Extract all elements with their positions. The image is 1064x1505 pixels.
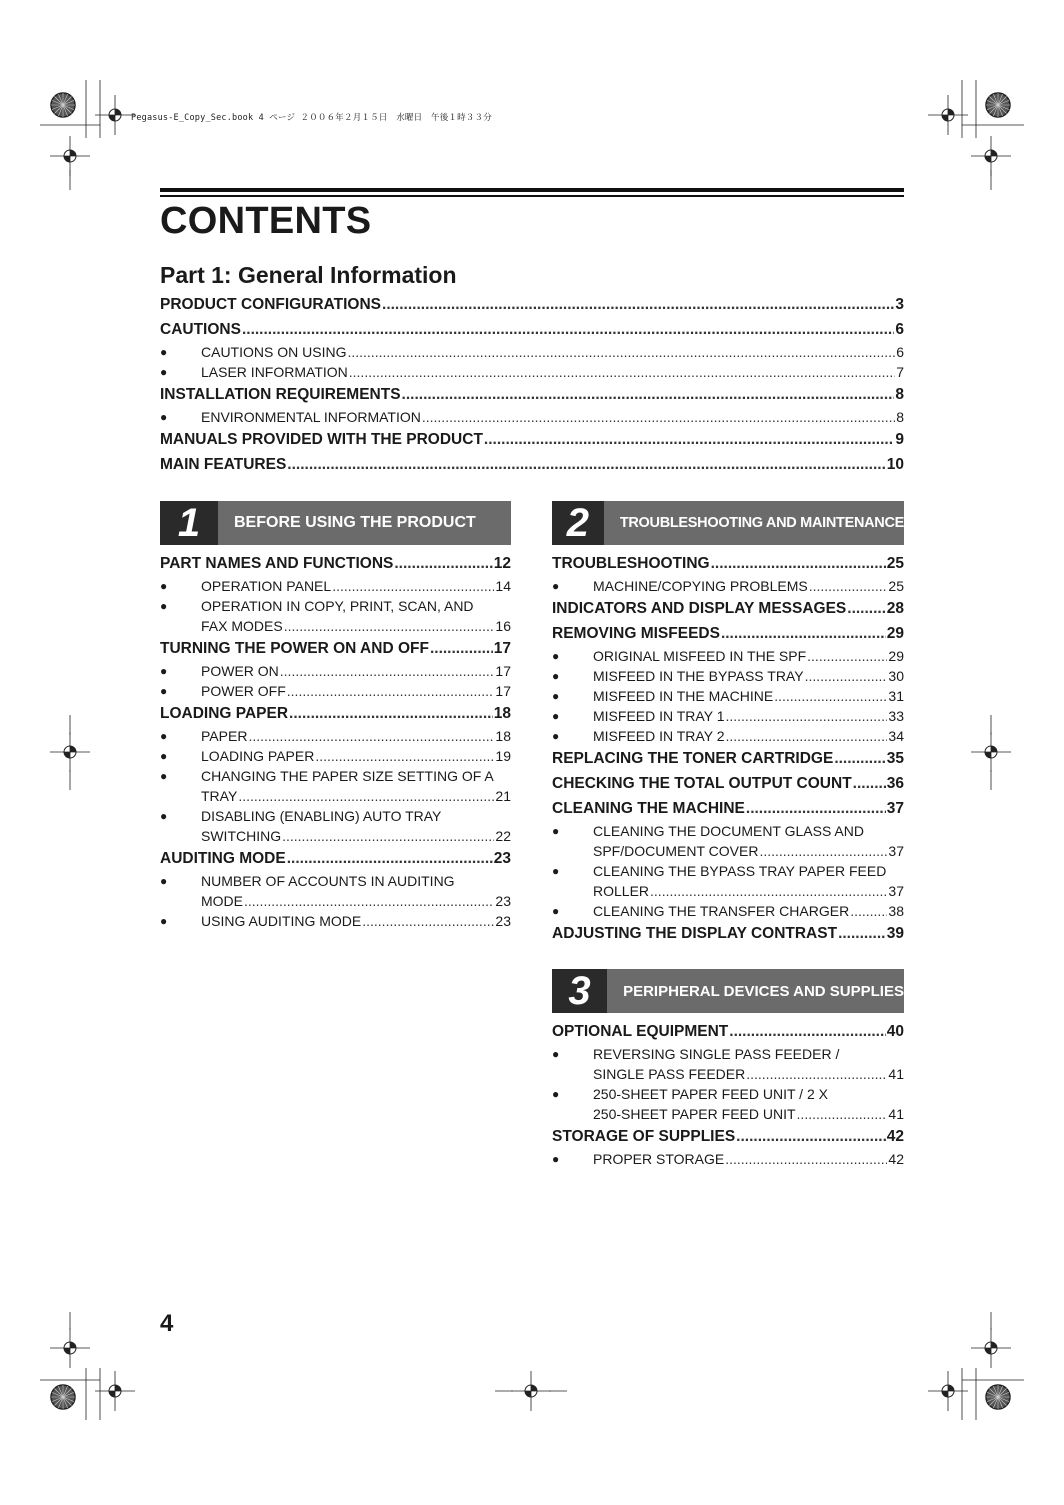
toc-entry[interactable]: LOADING PAPER ..... 18: [160, 701, 511, 726]
section-number: 3: [552, 969, 607, 1013]
bullet-icon: ●: [552, 1152, 560, 1166]
toc-subentry[interactable]: ● LASER INFORMATION ..... 7: [160, 362, 904, 382]
section-2-toc: [552, 551, 904, 946]
section-2-header: [552, 501, 904, 545]
bullet-icon: ●: [160, 749, 168, 763]
title-rule-thick: [160, 188, 904, 192]
bullet-icon: ●: [160, 410, 168, 424]
toc-entry[interactable]: AUDITING MODE ..... 23: [160, 846, 511, 871]
bullet-icon: ●: [552, 824, 560, 838]
bullet-icon: ●: [552, 689, 560, 703]
toc-entry[interactable]: TURNING THE POWER ON AND OFF ..... 17: [160, 636, 511, 661]
toc-subentry-continued[interactable]: SPF/DOCUMENT COVER ..... 37: [552, 841, 904, 861]
toc-entry[interactable]: REPLACING THE TONER CARTRIDGE ..... 35: [552, 746, 904, 771]
toc-subentry[interactable]: ● PROPER STORAGE ..... 42: [552, 1149, 904, 1169]
bullet-icon: ●: [160, 729, 168, 743]
bullet-icon: ●: [160, 769, 168, 783]
bullet-icon: ●: [160, 664, 168, 678]
toc-subentry[interactable]: ● CAUTIONS ON USING ..... 6: [160, 342, 904, 362]
bullet-icon: ●: [160, 809, 168, 823]
bullet-icon: ●: [160, 914, 168, 928]
section-title: TROUBLESHOOTING AND MAINTENANCE: [619, 515, 904, 531]
bullet-icon: ●: [552, 709, 560, 723]
bullet-icon: ●: [552, 649, 560, 663]
page-number: 4: [160, 1310, 174, 1337]
toc-subentry[interactable]: ● MISFEED IN TRAY 2 ..... 34: [552, 726, 904, 746]
toc-subentry[interactable]: ● MISFEED IN THE MACHINE ..... 31: [552, 686, 904, 706]
toc-subentry[interactable]: ● ORIGINAL MISFEED IN THE SPF ..... 29: [552, 646, 904, 666]
part1-toc: [160, 292, 904, 477]
section-number: 2: [552, 501, 604, 545]
bullet-icon: ●: [160, 599, 168, 613]
toc-subentry[interactable]: ● REVERSING SINGLE PASS FEEDER /: [552, 1046, 840, 1062]
toc-subentry[interactable]: ● CLEANING THE TRANSFER CHARGER ..... 38: [552, 901, 904, 921]
toc-subentry[interactable]: ● MACHINE/COPYING PROBLEMS ..... 25: [552, 576, 904, 596]
section-number: 1: [160, 501, 218, 545]
toc-subentry[interactable]: ● CLEANING THE DOCUMENT GLASS AND: [552, 823, 864, 839]
toc-subentry[interactable]: ● LOADING PAPER ..... 19: [160, 746, 511, 766]
title-rule-thin: [160, 195, 904, 197]
toc-subentry-continued[interactable]: ROLLER ..... 37: [552, 881, 904, 901]
toc-subentry[interactable]: ● ENVIRONMENTAL INFORMATION ..... 8: [160, 407, 904, 427]
print-slug: Pegasus-E_Copy_Sec.book 4 ページ ２００６年２月１５日 水曜日 午後１時３３分: [131, 113, 492, 123]
toc-subentry[interactable]: ● MISFEED IN TRAY 1 ..... 33: [552, 706, 904, 726]
bullet-icon: ●: [160, 684, 168, 698]
toc-subentry[interactable]: ● OPERATION PANEL ..... 14: [160, 576, 511, 596]
toc-subentry-continued[interactable]: SWITCHING ..... 22: [160, 826, 511, 846]
toc-entry[interactable]: MANUALS PROVIDED WITH THE PRODUCT ..... 9: [160, 427, 904, 452]
toc-subentry-continued[interactable]: FAX MODES ..... 16: [160, 616, 511, 636]
toc-entry[interactable]: INDICATORS AND DISPLAY MESSAGES ..... 28: [552, 596, 904, 621]
bullet-icon: ●: [160, 874, 168, 888]
toc-entry[interactable]: CLEANING THE MACHINE ..... 37: [552, 796, 904, 821]
toc-subentry[interactable]: ● NUMBER OF ACCOUNTS IN AUDITING: [160, 873, 455, 889]
toc-entry[interactable]: PRODUCT CONFIGURATIONS ..... 3: [160, 292, 904, 317]
part-title: Part 1: General Information: [160, 262, 457, 288]
bullet-icon: ●: [552, 864, 560, 878]
toc-entry[interactable]: REMOVING MISFEEDS ..... 29: [552, 621, 904, 646]
bullet-icon: ●: [552, 579, 560, 593]
toc-subentry-continued[interactable]: SINGLE PASS FEEDER ..... 41: [552, 1064, 904, 1084]
page-title: CONTENTS: [160, 200, 372, 242]
toc-subentry[interactable]: ● PAPER ..... 18: [160, 726, 511, 746]
toc-subentry-continued[interactable]: TRAY ..... 21: [160, 786, 511, 806]
toc-subentry[interactable]: ● POWER ON ..... 17: [160, 661, 511, 681]
toc-subentry[interactable]: ● OPERATION IN COPY, PRINT, SCAN, AND: [160, 598, 474, 614]
bullet-icon: ●: [552, 904, 560, 918]
toc-entry[interactable]: CHECKING THE TOTAL OUTPUT COUNT ..... 36: [552, 771, 904, 796]
toc-subentry[interactable]: ● 250-SHEET PAPER FEED UNIT / 2 X: [552, 1086, 828, 1102]
bullet-icon: ●: [160, 579, 168, 593]
section-title: BEFORE USING THE PRODUCT: [234, 514, 476, 531]
section-1-toc: [160, 551, 511, 931]
toc-subentry[interactable]: ● POWER OFF ..... 17: [160, 681, 511, 701]
section-3-toc: [552, 1019, 904, 1169]
toc-entry[interactable]: MAIN FEATURES ..... 10: [160, 452, 904, 477]
toc-entry[interactable]: INSTALLATION REQUIREMENTS ..... 8: [160, 382, 904, 407]
bullet-icon: ●: [552, 729, 560, 743]
toc-subentry[interactable]: ● MISFEED IN THE BYPASS TRAY ..... 30: [552, 666, 904, 686]
bullet-icon: ●: [160, 345, 168, 359]
toc-entry[interactable]: ADJUSTING THE DISPLAY CONTRAST ..... 39: [552, 921, 904, 946]
toc-entry[interactable]: CAUTIONS ..... 6: [160, 317, 904, 342]
toc-subentry[interactable]: ● DISABLING (ENABLING) AUTO TRAY: [160, 808, 442, 824]
toc-subentry-continued[interactable]: 250-SHEET PAPER FEED UNIT ..... 41: [552, 1104, 904, 1124]
toc-subentry-continued[interactable]: MODE ..... 23: [160, 891, 511, 911]
bullet-icon: ●: [552, 669, 560, 683]
toc-entry[interactable]: OPTIONAL EQUIPMENT ..... 40: [552, 1019, 904, 1044]
toc-entry[interactable]: PART NAMES AND FUNCTIONS ..... 12: [160, 551, 511, 576]
bullet-icon: ●: [552, 1047, 560, 1061]
toc-subentry[interactable]: ● CLEANING THE BYPASS TRAY PAPER FEED: [552, 863, 887, 879]
section-title: PERIPHERAL DEVICES AND SUPPLIES: [623, 982, 904, 1000]
bullet-icon: ●: [552, 1087, 560, 1101]
section-1-header: [160, 501, 511, 545]
bullet-icon: ●: [160, 365, 168, 379]
toc-subentry[interactable]: ● USING AUDITING MODE ..... 23: [160, 911, 511, 931]
toc-entry[interactable]: STORAGE OF SUPPLIES ..... 42: [552, 1124, 904, 1149]
toc-subentry[interactable]: ● CHANGING THE PAPER SIZE SETTING OF A: [160, 768, 494, 784]
toc-entry[interactable]: TROUBLESHOOTING ..... 25: [552, 551, 904, 576]
section-3-header: [552, 969, 904, 1013]
